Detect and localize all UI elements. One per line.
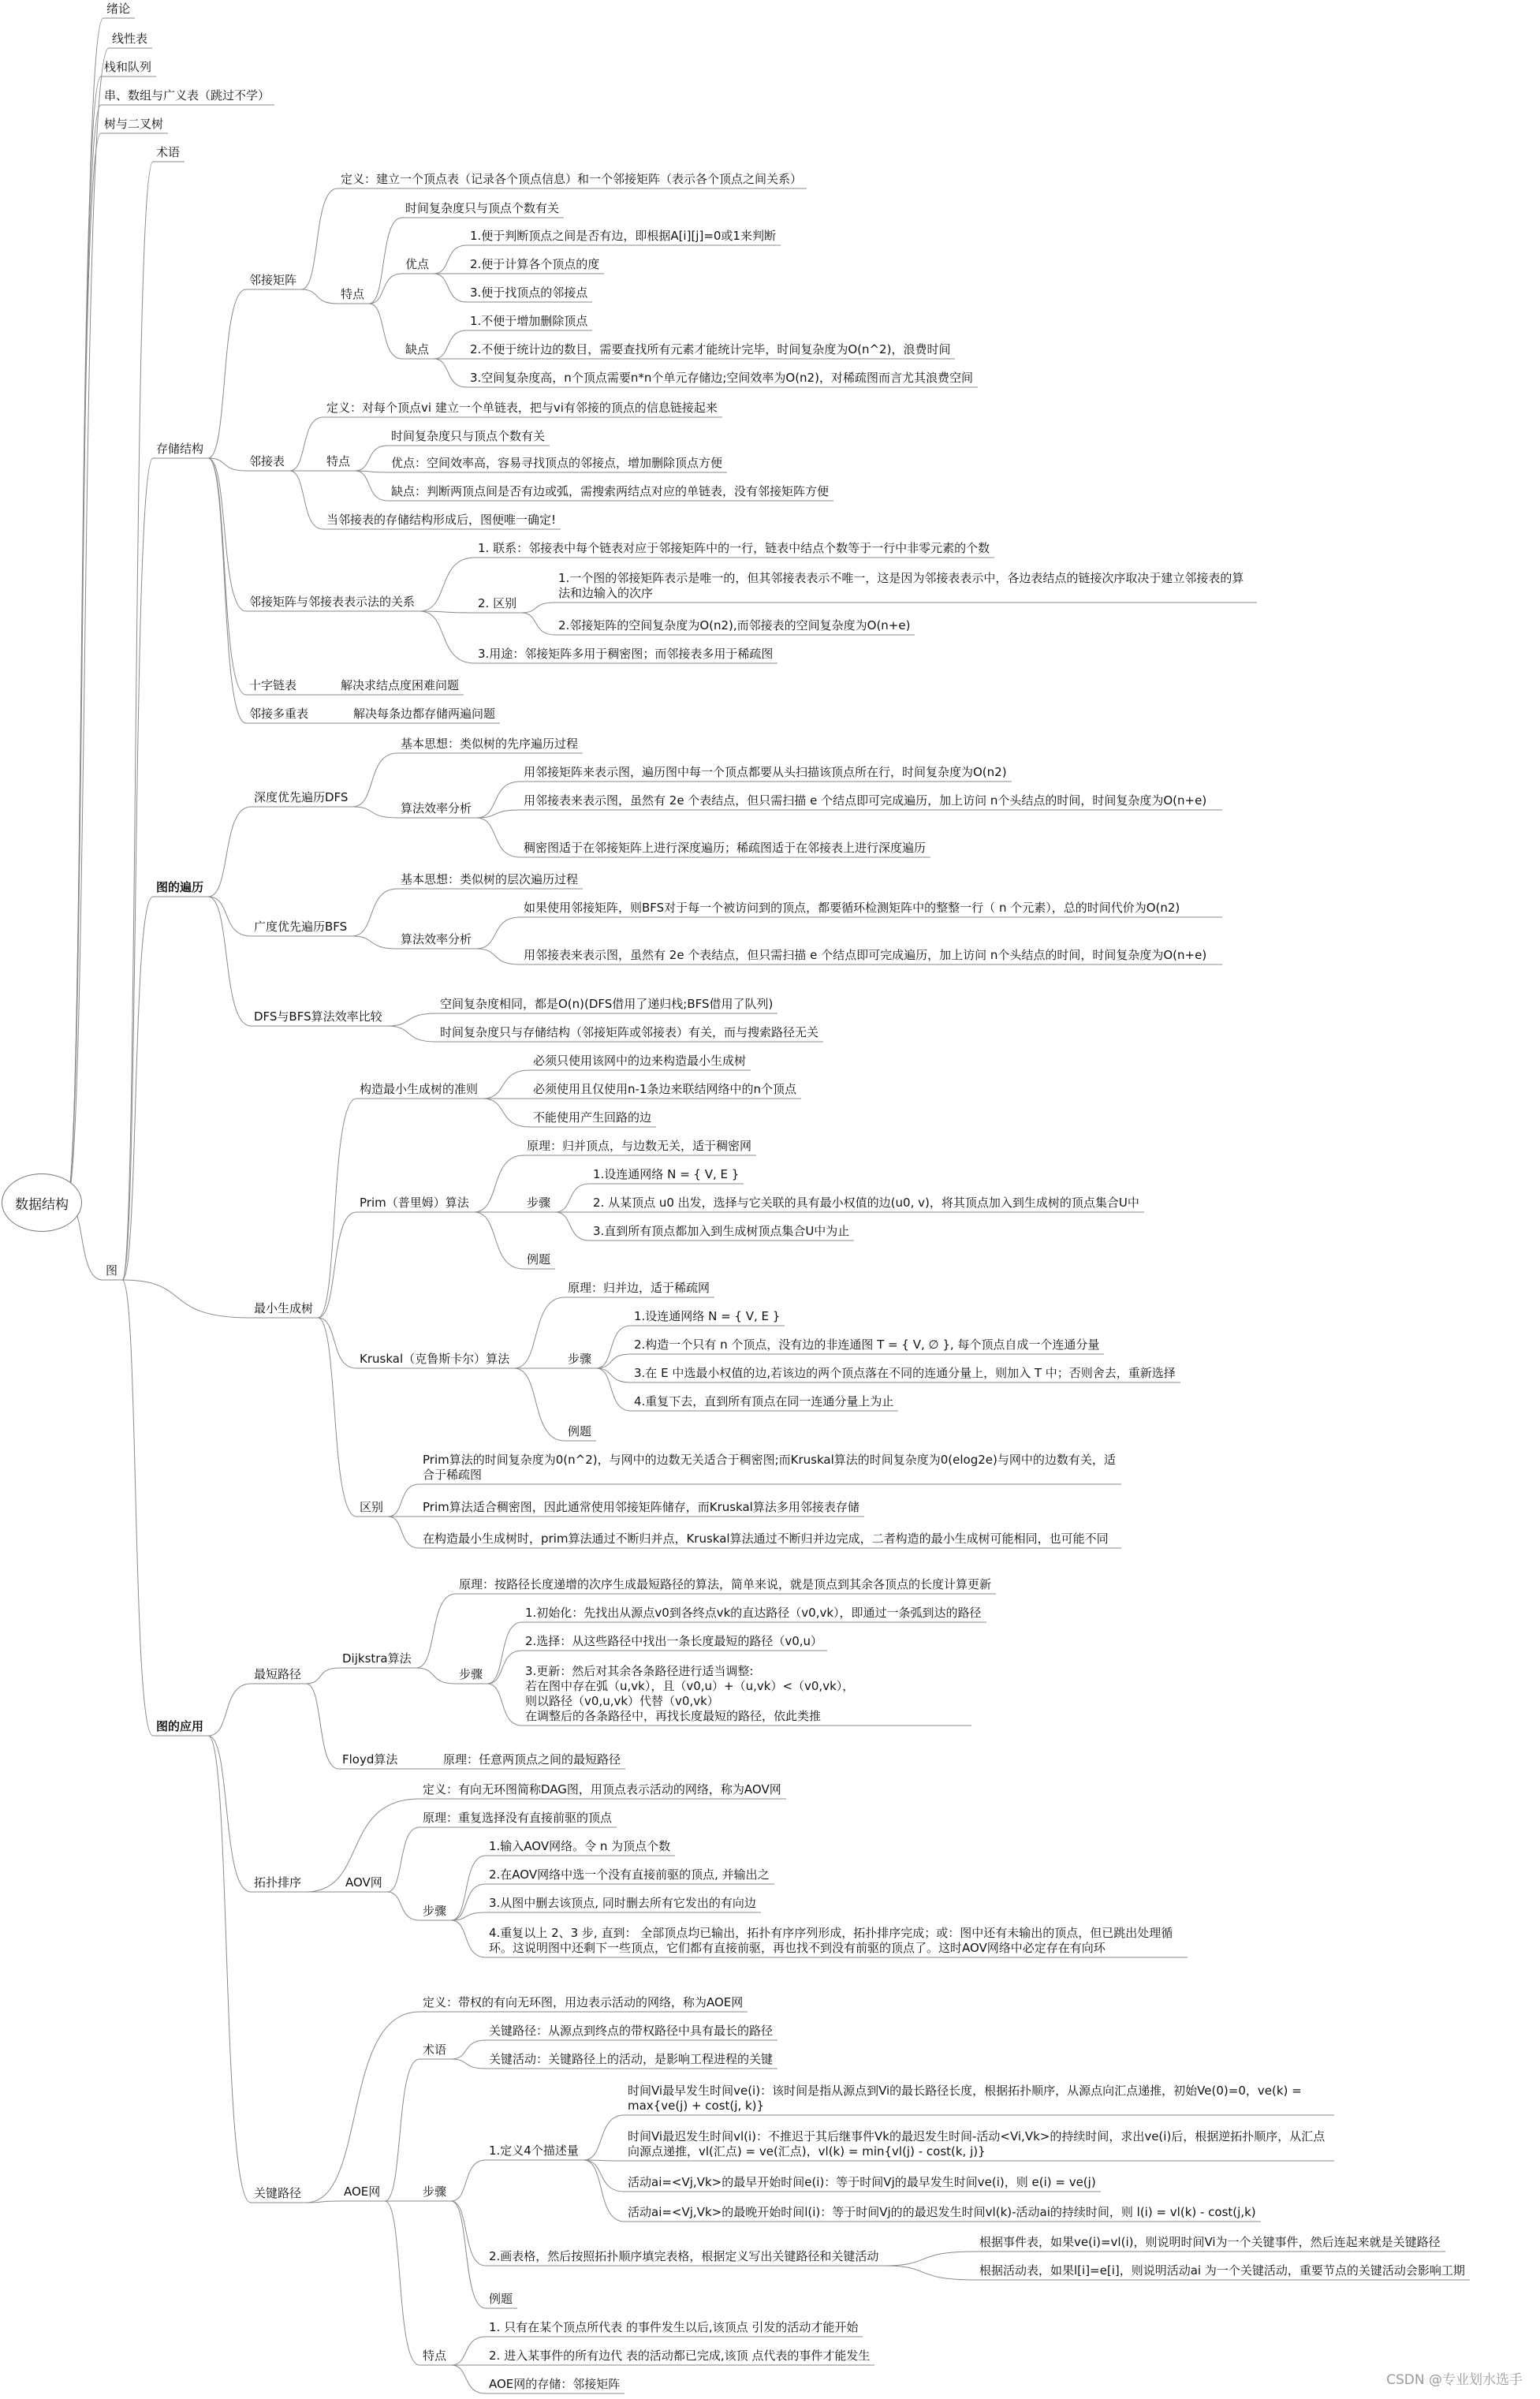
node-k2: 2.构造一个只有 n 个顶点，没有边的非连通图 T = { V, ∅ }, 每个顶点自成一个连通分量 [634, 1338, 1100, 1352]
node-kr: Kruskal（克鲁斯卡尔）算法 [360, 1352, 510, 1366]
node-avb: 步骤 [423, 1904, 447, 1918]
link-bl-dfs [208, 807, 251, 897]
node-zz1: 必须只使用该网中的边来构造最小生成树 [533, 1054, 747, 1068]
node-p2: 2. 从某顶点 u0 出发，选择与它关联的具有最小权值的边(u0, v)，将其顶点加入到生成树的顶点集合U中 [593, 1196, 1139, 1210]
link-bfsx-bfs1 [476, 917, 520, 949]
node-t1: 时间复杂度只与顶点个数有关 [405, 201, 560, 215]
node-aes: 术语 [423, 2043, 447, 2057]
link-ljb-t5 [289, 471, 323, 529]
node-ke: 例题 [568, 1424, 592, 1438]
link-aeb-aeb3 [451, 2201, 486, 2308]
link-prim-pe [474, 1212, 524, 1269]
node-zz3: 不能使用产生回路的边 [533, 1110, 652, 1125]
link-kb-k1 [596, 1326, 631, 1368]
node-qb3: 在构造最小生成树时，prim算法通过不断归并点，Kruskal算法通过不断归并边完成，二者构造的最小生成树可能相同，也可能不同 [423, 1532, 1109, 1546]
link-cmp-cmp1 [387, 1013, 437, 1026]
link-tu-yy [122, 1280, 153, 1736]
node-gx: 邻接矩阵与邻接表表示法的关系 [249, 595, 416, 609]
node-dj3: 3.更新：然后对其余各条路径进行适当调整: 若在图中存在弧（u,vk），且（v0,u）+（u,vk）<（v0,vk）， 则以路径（v0,u,vk）代替（v0,vk） 在调整后的各条路径中，再找长度最短的路径，依此类推 [525, 1664, 855, 1723]
link-djb-dj3 [487, 1684, 522, 1726]
link-aeb2-ae22 [883, 2266, 976, 2280]
node-cmp: DFS与BFS算法效率比较 [254, 1009, 382, 1024]
node-qb2: Prim算法适合稠密图，因此通常使用邻接矩阵储存，而Kruskal算法多用邻接表存储 [423, 1500, 859, 1514]
link-tu-ms [122, 162, 153, 1280]
node-t5: 当邻接表的存储结构形成后，图便唯一确定! [326, 513, 557, 527]
link-avb-av2 [451, 1884, 486, 1920]
link-qb-qb1 [388, 1484, 419, 1517]
node-bfsx: 算法效率分析 [401, 932, 472, 946]
node-t4: 缺点：判断两顶点间是否有边或弧，需搜索两结点对应的单链表，没有邻接矩阵方便 [391, 484, 830, 498]
link-root-n4 [66, 105, 101, 1202]
node-tp: 拓扑排序 [254, 1875, 302, 1890]
link-kb-k4 [596, 1368, 631, 1411]
link-avb-av1 [451, 1856, 486, 1920]
node-aet: 特点 [423, 2349, 447, 2363]
link-cmp-cmp2 [387, 1026, 437, 1042]
node-p1: 1.设连通网络 N = { V, E } [593, 1167, 740, 1181]
node-ae12: 时间Vi最迟发生时间vl(i)：不推迟于其后继事件Vk的最迟发生时间-活动<Vi,Vk>的持续时间，求出ve(i)后，根据逆拓扑顺序，从汇点向源点递推，vl(汇点) = ve(汇点)，vl(k) = min{vl(j) - cost(k, j)} [628, 2129, 1326, 2158]
node-n5: 树与二叉树 [104, 117, 164, 131]
link-g2-g21 [521, 603, 555, 613]
link-zz-zz3 [483, 1099, 530, 1127]
node-ljdc: 邻接多重表 [249, 707, 309, 721]
link-aes-aes1 [451, 2040, 486, 2059]
node-q11: 1.不便于增加删除顶点 [470, 314, 588, 328]
node-av0: 原理：重复选择没有直接前驱的顶点 [423, 1811, 613, 1825]
link-gx-g1 [419, 558, 475, 611]
link-td1-qd1 [369, 304, 402, 359]
node-dij: Dijkstra算法 [342, 1651, 412, 1666]
link-zz-zz1 [483, 1070, 530, 1099]
node-bfs2: 用邻接表来表示图，虽然有 2e 个表结点，但只需扫描 e 个结点即可完成遍历，加上访问 n个头结点的时间，时间复杂度为O(n+e) [524, 948, 1207, 962]
node-aov: AOV网 [345, 1875, 382, 1890]
link-yy-zd [208, 1684, 251, 1736]
link-aeb1-ae13 [584, 2160, 625, 2192]
node-pe: 例题 [527, 1252, 551, 1267]
node-dfs2: 用邻接表来表示图，虽然有 2e 个表结点，但只需扫描 e 个结点即可完成遍历，加上访问 n个头结点的时间，时间复杂度为O(n+e) [524, 793, 1207, 808]
link-prim-p0 [474, 1155, 524, 1212]
link-dfs-dfs0 [352, 753, 397, 807]
link-zx-qb [318, 1318, 356, 1517]
node-g3: 3.用途：邻接矩阵多用于稠密图；而邻接表多用于稀疏图 [478, 647, 774, 661]
node-q13: 3.空间复杂度高，n个顶点需要n*n个单元存储边;空间效率为O(n2)，对稀疏图而言尤其浪费空间 [470, 371, 973, 385]
node-k4: 4.重复下去，直到所有顶点在同一连通分量上为止 [634, 1394, 894, 1408]
node-fl1: 原理：任意两顶点之间的最短路径 [443, 1752, 621, 1767]
link-djb-dj2 [487, 1651, 522, 1684]
link-aet-aet1 [451, 2337, 486, 2365]
link-cc-ljjz [208, 289, 246, 458]
link-td1-t1 [369, 218, 402, 304]
link-cc-ljb [208, 458, 246, 471]
link-aeb-aeb1 [451, 2160, 486, 2201]
link-g2-g22 [521, 613, 555, 635]
node-pb: 步骤 [527, 1196, 551, 1210]
node-p0: 原理：归并顶点，与边数无关，适于稠密网 [527, 1139, 752, 1153]
node-ae13: 活动ai=<Vj,Vk>的最早开始时间e(i)：等于时间Vj的最早发生时间ve(i)，则 e(i) = ve(j) [628, 2175, 1096, 2189]
link-dfsx-dfs3 [476, 818, 520, 857]
node-ljjz: 邻接矩阵 [249, 273, 297, 287]
link-aov-av0 [387, 1827, 419, 1892]
link-bfs-bfs0 [352, 889, 397, 936]
link-td2-t2 [355, 446, 388, 471]
link-pb-p1 [555, 1184, 590, 1212]
node-td2: 特点 [326, 454, 351, 468]
node-d2: 定义：对每个顶点vi 建立一个单链表，把与vi有邻接的顶点的信息链接起来 [326, 401, 718, 415]
link-qd1-q13 [434, 359, 467, 387]
link-dfs-dfsx [352, 807, 397, 818]
node-yy: 图的应用 [156, 1719, 204, 1733]
node-ljb: 邻接表 [249, 454, 285, 468]
node-dj0: 原理：按路径长度递增的次序生成最短路径的算法，简单来说，就是顶点到其余各顶点的长度计算更新 [459, 1577, 992, 1591]
link-zx-prim [318, 1212, 356, 1318]
node-dj2: 2.选择：从这些路径中找出一条长度最短的路径（v0,u） [525, 1634, 823, 1648]
node-n4: 串、数组与广义表（跳过不学） [104, 88, 270, 103]
node-qd1: 缺点 [405, 342, 430, 356]
node-yd1: 优点 [405, 257, 430, 271]
link-zx-zz [318, 1099, 356, 1318]
link-kb-k2 [596, 1354, 631, 1368]
link-aoe-aes [385, 2059, 419, 2201]
node-aoe: AOE网 [344, 2184, 381, 2199]
link-bl-bfs [208, 897, 251, 936]
node-g2: 2. 区别 [478, 596, 517, 610]
watermark: CSDN @专业划水选手 [1386, 2372, 1523, 2388]
link-root-n3 [66, 76, 101, 1202]
node-g1: 1. 联系：邻接表中每个链表对应于邻接矩阵中的一行，链表中结点个数等于一行中非零元素的个数 [478, 541, 990, 555]
link-kb-k3 [596, 1368, 631, 1382]
node-av4: 4.重复以上 2、3 步, 直到： 全部顶点均已输出，拓扑有序序列形成，拓扑排序完成；或：图中还有未输出的顶点，但已跳出处理循环。这说明图中还剩下一些顶点，它们都有直接前驱，再也找不到没有前驱的顶点了。这时AOV网络中必定存在有向环 [489, 1926, 1173, 1955]
link-yy-tp [208, 1736, 251, 1892]
node-n1: 绪论 [106, 2, 131, 16]
link-tu-bl [122, 897, 153, 1280]
node-av3: 3.从图中删去该顶点, 同时删去所有它发出的有向边 [489, 1896, 756, 1910]
node-cmp1: 空间复杂度相同，都是O(n)(DFS借用了递归栈;BFS借用了队列) [440, 997, 774, 1011]
link-aeb2-ae21 [883, 2252, 976, 2266]
node-av2: 2.在AOV网络中选一个没有直接前驱的顶点, 并输出之 [489, 1867, 770, 1882]
node-djb: 步骤 [459, 1667, 483, 1681]
node-dfs1: 用邻接矩阵来表示图，遍历图中每一个顶点都要从头扫描该顶点所在行，时间复杂度为O(n2) [524, 765, 1007, 779]
node-ae11: 时间Vi最早发生时间ve(i)：该时间是指从源点到Vi的最长路径长度，根据拓扑顺序，从源点向汇点递推，初始Ve(0)=0，ve(k) = max{ve(j) + cost(j, k)} [628, 2084, 1302, 2113]
link-dij-dj0 [416, 1594, 456, 1668]
node-n2: 线性表 [112, 32, 148, 46]
node-aeb3: 例题 [489, 2292, 513, 2306]
node-k0: 原理：归并边，适于稀疏网 [568, 1281, 710, 1295]
node-d1: 定义：建立一个顶点表（记录各个顶点信息）和一个邻接矩阵（表示各个顶点之间关系） [341, 172, 803, 186]
link-qb-qb3 [388, 1517, 419, 1548]
root-label: 数据结构 [15, 1196, 69, 1213]
node-dfsx: 算法效率分析 [401, 801, 472, 815]
link-pb-p3 [555, 1212, 590, 1241]
node-bfs1: 如果使用邻接矩阵，则BFS对于每一个被访问到的顶点，都要循环检测矩阵中的整整一行（ n 个元素），总的时间代价为O(n2) [524, 901, 1180, 915]
node-qb: 区别 [360, 1500, 384, 1514]
node-y11: 1.便于判断顶点之间是否有边，即根据A[i][j]=0或1来判断 [470, 229, 776, 243]
link-aoe-aet [385, 2201, 419, 2365]
node-p3: 3.直到所有顶点都加入到生成树顶点集合U中为止 [593, 1224, 850, 1238]
link-zx-kr [318, 1318, 356, 1368]
link-tu-zx [122, 1280, 251, 1318]
link-gx-g3 [419, 611, 475, 663]
link-cc-szlb [208, 458, 246, 695]
node-bfs0: 基本思想：类似树的层次遍历过程 [401, 872, 579, 886]
link-zd-dij [306, 1668, 339, 1684]
node-t3: 优点：空间效率高，容易寻找顶点的邻接点，增加删除顶点方便 [391, 456, 723, 470]
node-g21: 1.一个图的邻接矩阵表示是唯一的，但其邻接表表示不唯一，这是因为邻接表表示中，各边表结点的链接次序取决于建立邻接表的算法和边输入的次序 [558, 571, 1244, 600]
node-aet1: 1. 只有在某个顶点所代表 的事件发生以后,该顶点 引发的活动才能开始 [489, 2320, 859, 2334]
link-qd1-q11 [434, 330, 467, 359]
link-cc-ljdc [208, 458, 246, 723]
link-ljjz-d1 [301, 188, 337, 289]
node-dfs: 深度优先遍历DFS [254, 790, 349, 804]
node-zd: 最短路径 [254, 1667, 302, 1681]
node-aet3: AOE网的存储：邻接矩阵 [489, 2377, 621, 2391]
node-aet2: 2. 进入某事件的所有边代 表的活动都已完成,该顶 点代表的事件才能发生 [489, 2349, 871, 2363]
link-yd1-y11 [434, 245, 467, 274]
node-n3: 栈和队列 [104, 60, 152, 74]
node-ms: 术语 [156, 145, 181, 159]
link-root-n2 [66, 48, 109, 1202]
node-dfs0: 基本思想：类似树的先序遍历过程 [401, 737, 579, 751]
node-q12: 2.不便于统计边的数目，需要查找所有元素才能统计完毕，时间复杂度为O(n^2)，浪费时间 [470, 342, 951, 356]
link-bfsx-bfs2 [476, 949, 520, 964]
node-y12: 2.便于计算各个顶点的度 [470, 257, 600, 271]
node-td1: 特点 [341, 287, 365, 301]
node-zx: 最小生成树 [254, 1301, 314, 1315]
node-tp0: 定义：有向无环图简称DAG图，用顶点表示活动的网络，称为AOV网 [423, 1782, 781, 1796]
node-ljd1: 解决每条边都存储两遍问题 [353, 707, 496, 721]
link-td1-yd1 [369, 274, 402, 304]
node-dj1: 1.初始化：先找出从源点v0到各终点vk的直达路径（v0,vk），即通过一条弧到达的路径 [525, 1606, 982, 1620]
node-dfs3: 稠密图适于在邻接矩阵上进行深度遍历；稀疏图适于在邻接表上进行深度遍历 [524, 841, 927, 855]
node-g22: 2.邻接矩阵的空间复杂度为O(n2),而邻接表的空间复杂度为O(n+e) [558, 618, 911, 632]
link-ljjz-td1 [301, 289, 337, 304]
link-td2-t4 [355, 471, 388, 501]
node-szl1: 解决求结点度困难问题 [341, 678, 460, 692]
node-t2: 时间复杂度只与顶点个数有关 [391, 429, 546, 443]
node-zz2: 必须使用且仅使用n-1条边来联结网络中的n个顶点 [533, 1082, 796, 1096]
link-yy-gj [208, 1736, 251, 2203]
link-aet-aet3 [451, 2365, 486, 2393]
link-djb-dj1 [487, 1622, 522, 1684]
node-ae21: 根据事件表，如果ve(i)=vl(i)，则说明时间Vi为一个关键事件，然后连起来就是关键路径 [979, 2235, 1441, 2249]
link-kr-ke [514, 1368, 565, 1441]
link-yd1-y13 [434, 274, 467, 302]
node-bfs: 广度优先遍历BFS [254, 920, 348, 934]
root-node [2, 1173, 82, 1232]
link-aov-avb [387, 1892, 419, 1920]
node-aeb1: 1.定义4个描述量 [489, 2143, 579, 2158]
node-ae22: 根据活动表，如果l[i]=e[i]，则说明活动ai 为一个关键活动，重要节点的关键活动会影响工期 [979, 2263, 1465, 2278]
node-bl: 图的遍历 [156, 880, 204, 894]
node-cc: 存储结构 [156, 442, 204, 456]
node-k3: 3.在 E 中选最小权值的边,若该边的两个顶点落在不同的连通分量上，则加入 T 中；否则舍去，重新选择 [634, 1366, 1176, 1380]
link-cc-gx [208, 458, 246, 611]
node-tu: 图 [106, 1263, 118, 1278]
node-ae14: 活动ai=<Vj,Vk>的最晚开始时间l(i)：等于时间Vj的的最迟发生时间vl(k)-活动ai的持续时间，则 l(i) = vl(k) - cost(j,k) [628, 2205, 1256, 2219]
node-gj0: 定义：带权的有向无环图，用边表示活动的网络，称为AOE网 [423, 1995, 744, 2009]
link-kr-k0 [514, 1297, 565, 1368]
node-aeb: 步骤 [423, 2184, 447, 2199]
link-bl-cmp [208, 897, 251, 1026]
node-aeb2: 2.画表格，然后按照拓扑顺序填完表格，根据定义写出关键路径和关键活动 [489, 2249, 879, 2263]
link-dfsx-dfs1 [476, 782, 520, 818]
link-aeb-aeb2 [451, 2201, 486, 2266]
node-prim: Prim（普里姆）算法 [360, 1196, 469, 1210]
link-avb-av4 [451, 1920, 486, 1957]
node-floyd: Floyd算法 [342, 1752, 398, 1767]
node-gj: 关键路径 [254, 2186, 302, 2200]
node-y13: 3.便于找顶点的邻接点 [470, 285, 588, 300]
node-cmp2: 时间复杂度只与存储结构（邻接矩阵或邻接表）有关，而与搜索路径无关 [440, 1025, 819, 1039]
link-aeb1-ae11 [584, 2115, 625, 2160]
link-root-n1 [66, 18, 103, 1202]
link-dij-djb [416, 1668, 456, 1684]
link-aes-aes2 [451, 2059, 486, 2069]
node-av1: 1.输入AOV网络。令 n 为顶点个数 [489, 1839, 671, 1853]
node-qb1: Prim算法的时间复杂度为0(n^2)，与网中的边数无关适合于稠密图;而Kruskal算法的时间复杂度为0(elog2e)与网中的边数有关，适合于稀疏图 [423, 1453, 1116, 1482]
link-zd-floyd [306, 1684, 339, 1769]
link-ljb-d2 [289, 417, 323, 471]
node-aes2: 关键活动：关键路径上的活动，是影响工程进程的关键 [489, 2052, 774, 2066]
node-szlb: 十字链表 [249, 678, 297, 692]
node-kb: 步骤 [568, 1352, 592, 1366]
node-zz: 构造最小生成树的准则 [360, 1082, 479, 1096]
node-aes1: 关键路径：从源点到终点的带权路径中具有最长的路径 [489, 2024, 774, 2038]
link-root-n5 [66, 133, 101, 1202]
node-k1: 1.设连通网络 N = { V, E } [634, 1309, 781, 1323]
link-bfs-bfsx [352, 936, 397, 949]
